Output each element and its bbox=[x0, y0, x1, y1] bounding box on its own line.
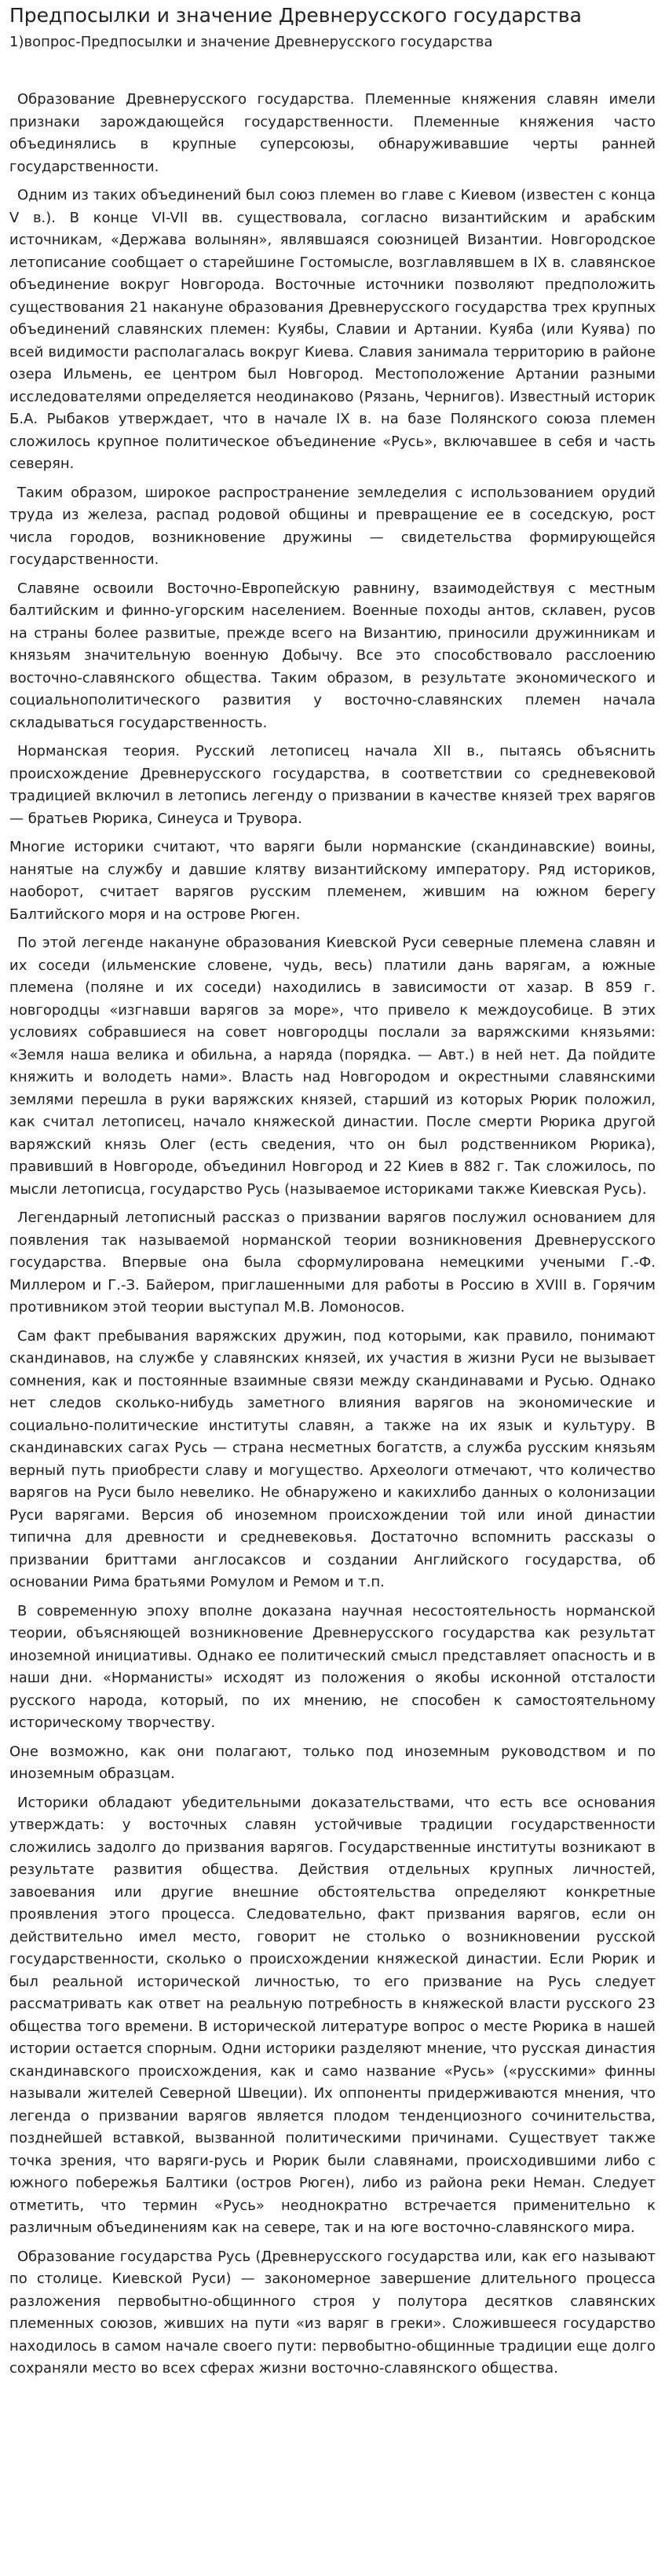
question-subtitle: 1)вопрос-Предпосылки и значение Древнерусского государства bbox=[9, 34, 493, 50]
paragraph-state-formation-conclusion: Образование государства Русь (Древнерусского государства или, как его называют по столице. Киевской Руси) — закономерное завершение длительного процесса разложения первобытно-общинного строя у полутора десятков славянских племенных союзов, живших на пути «из варяг в греки». Сложившееся государство находилось в самом начале своего пути: первобытно-общинные традиции еще долго сохраняли место во всех сферах жизни восточно-славянского общества. bbox=[9, 2248, 656, 2377]
paragraph-norman-theory-refutation: В современную эпоху вполне доказана научная несостоятельность норманской теории, объясняющей возникновение Древнерусского государства как результат иноземной инициативы. Однако ее политический смысл представляет опасность и в наши дни. «Норманисты» исходят из положения о якобы исконной отсталости русского народа, который, по их мнению, не способен к самостоятельному историческому творчеству. bbox=[9, 1602, 656, 1731]
paragraph-varangian-influence: Сам факт пребывания варяжских дружин, под которыми, как правило, понимают скандинавов, на службе у славянских князей, их участия в жизни Руси не вызывает сомнения, как и постоянные взаимные связи между скандинавами и Русью. Однако нет следов сколько-нибудь заметного влияния варягов на экономические и социально-политические институты славян, а также на их язык и культуру. В скандинавских сагах Русь — страна несметных богатств, а служба русским князьям верный путь приобрести славу и могущество. Археологи отмечают, что количество варягов на Руси было невелико. Не обнаружено и какихлибо данных о колонизации Руси варягами. Версия об иноземном происхождении той или иной династии типична для древности и средневековья. Достаточно вспомнить рассказы о призвании бриттами англосаксов и создании Английского государства, об основании Рима братьями Ромулом и Ремом и т.п. bbox=[9, 1327, 656, 1590]
paragraph-tribal-unions: Одним из таких объединений был союз племен во главе с Киевом (известен с конца V в.). В конце VI-VII вв. существовала, согласно византийским и арабским источникам, «Держава волынян», являвшаяся союзницей Византии. Новгородское летописание сообщает о старейшине Гостомысле, возглавлявшем в IX в. славянское объединение вокруг Новгорода. Восточные источники позволяют предположить существования 21 накануне образования Древнерусского государства трех крупных объединений славянских племен: Куябы, Славии и Артании. Куяба (или Куява) по всей видимости располагалась вокруг Киева. Славия занимала территорию в районе озера Ильмень, ее центром был Новгород. Местоположение Артании разными исследователями определяется неодинаково (Рязань, Чернигов). Известный историк Б.А. Рыбаков утверждает, что в начале IX в. на базе Полянского союза племен сложилось крупное политическое объединение «Русь», включавшее в себя и часть северян. bbox=[9, 187, 656, 472]
paragraph-calling-of-varangians-legend: По этой легенде накануне образования Киевской Руси северные племена славян и их соседи (ильменские словене, чудь, весь) платили дань варягам, а южные племена (поляне и их соседи) находились в зависимости от хазар. В 859 г. новгородцы «изгнавши варягов за море», что привело к междоусобице. В этих условиях собравшиеся на совет новгородцы послали за варяжскими князьями: «Земля наша велика и обильна, а наряда (порядка. — Авт.) в ней нет. Да пойдите княжить и володеть нами». Власть над Новгородом и окрестными славянскими землями перешла в руки варяжских князей, старший из которых Рюрик положил, как считал летописец, начало княжеской династии. После смерти Рюрика другой варяжский князь Олег (есть сведения, что он был родственником Рюрика), правивший в Новгороде, объединил Новгород и 22 Киев в 882 г. Так сложилось, по мысли летописца, государство Русь (называемое историками также Киевская Русь). bbox=[9, 935, 656, 1198]
paragraph-norman-theory-intro: Норманская теория. Русский летописец начала XII в., пытаясь объяснить происхождение Древнерусского государства, в соответствии со средневековой традицией включил в летопись легенду о призвании в качестве князей трех варягов — братьев Рюрика, Синеуса и Трувора. bbox=[9, 743, 656, 827]
paragraph-rurik-debate: Историки обладают убедительными доказательствами, что есть все основания утверждать: у восточных славян устойчивые традиции государственности сложились задолго до призвания варягов. Государственные институты возникают в результате развития общества. Действия отдельных крупных личностей, завоевания или другие внешние обстоятельства определяют конкретные проявления этого процесса. Следовательно, факт призвания варягов, если он действительно имел место, говорит не столько о возникновении русской государственности, сколько о происхождении княжеской династии. Если Рюрик и был реальной исторической личностью, то его призвание на Русь следует рассматривать как ответ на реальную потребность в княжеской власти русского 23 общества того времени. В исторической литературе вопрос о месте Рюрика в нашей истории остается спорным. Одни историки разделяют мнение, что русская династия скандинавского происхождения, как и само название «Русь» («русскими» финны называли жителей Северной Швеции). Их оппоненты придерживаются мнения, что легенда о призвании варягов является плодом тенденциозного сочинительства, позднейшей вставкой, вызванной политическими причинами. Существует также точка зрения, что варяги-русь и Рюрик были славянами, происходившими либо с южного побережья Балтики (остров Рюген), либо из района реки Неман. Следует отметить, что термин «Русь» неоднократно встречается применительно к различным объединениям как на севере, так и на юге восточно-славянского мира. bbox=[9, 1794, 656, 2236]
document-body bbox=[9, 89, 656, 2380]
paragraph-varangian-origin-views: Многие историки считают, что варяги были норманские (скандинавские) воины, нанятые на службу и давшие клятву византийскому императору. Ряд историков, наоборот, считает варягов русским племенем, жившим на южном берегу Балтийского моря и на острове Рюген. bbox=[9, 839, 656, 923]
paragraph-social-stratification: Славяне освоили Восточно-Европейскую равнину, взаимодействуя с местным балтийским и финно-угорским населением. Военные походы антов, склавен, русов на страны более развитые, прежде всего на Византию, приносили дружинникам и князьям значительную военную Добычу. Все это способствовало расслоению восточно-славянского общества. Таким образом, в результате экономического и социальнополитического развития у восточно-славянских племен начала складываться государственность. bbox=[9, 580, 656, 731]
page-title: Предпосылки и значение Древнерусского государства bbox=[9, 4, 582, 27]
paragraph-statehood-evidence: Таким образом, широкое распространение земледелия с использованием орудий труда из железа, распад родовой общины и превращение ее в соседскую, рост числа городов, возникновение дружины — свидетельства формирующейся государственности. bbox=[9, 484, 656, 568]
paragraph-norman-theory-origins: Легендарный летописный рассказ о призвании варягов послужил основанием для появления так называемой норманской теории возникновения Древнерусского государства. Впервые она была сформулирована немецкими учеными Г.-Ф. Миллером и Г.-З. Байером, приглашенными для работы в Россию в XVIII в. Горячим противником этой теории выступал М.В. Ломоносов. bbox=[9, 1209, 656, 1315]
paragraph-foreign-guidance-claim: Оне возможно, как они полагают, только под иноземным руководством и по иноземным образцам. bbox=[9, 1743, 656, 1782]
paragraph-state-formation-intro: Образование Древнерусского государства. Племенные княжения славян имели признаки зарождающейся государственности. Племенные княжения часто объединялись в крупные суперсоюзы, обнаруживавшие черты ранней государственности. bbox=[9, 91, 656, 175]
